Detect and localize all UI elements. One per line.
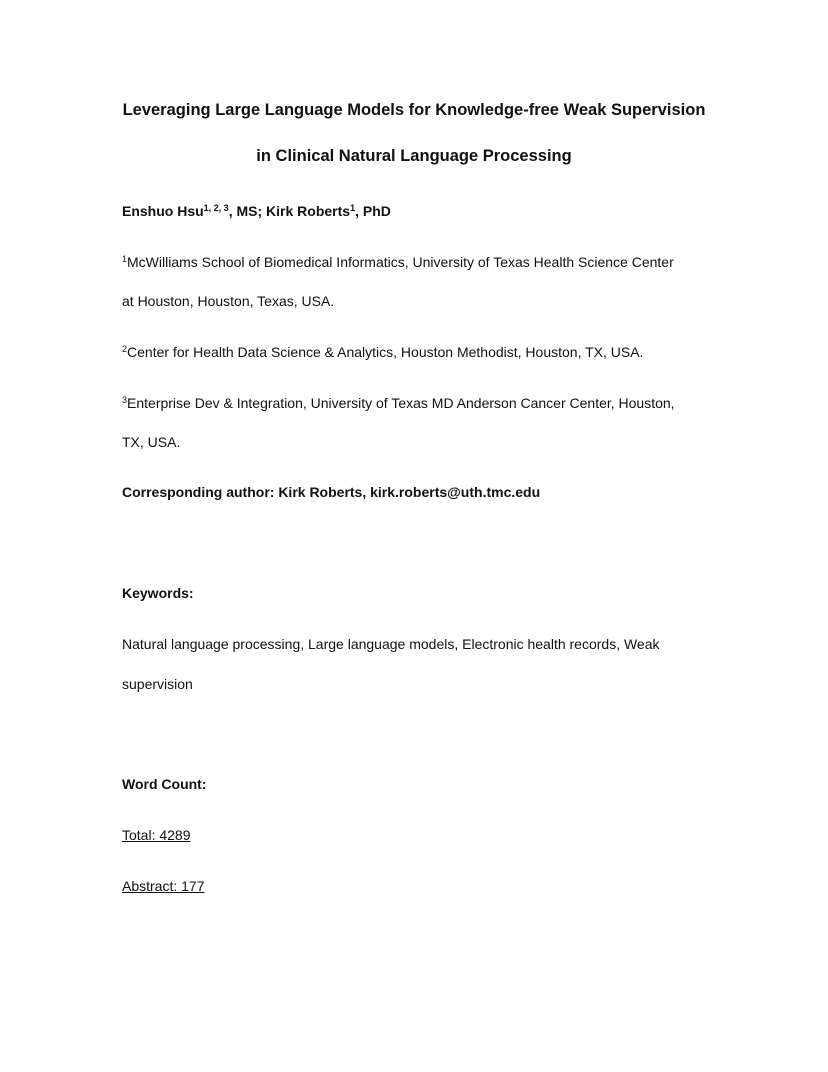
affiliation-2-text: Center for Health Data Science & Analytics, Houston Methodist, Houston, TX, USA.: [127, 344, 644, 360]
word-count-heading: Word Count:: [122, 776, 207, 792]
affiliation-3-mark: 3: [122, 395, 128, 405]
affiliation-1-text: McWilliams School of Biomedical Informatics, University of Texas Health Science Center: [127, 254, 674, 270]
paper-title-line-1: Leveraging Large Language Models for Knowledge-free Weak Supervision: [122, 101, 706, 119]
affiliation-2-mark: 2: [122, 344, 128, 354]
word-count-total: Total: 4289: [122, 827, 191, 843]
corresponding-author: Corresponding author: Kirk Roberts, kirk.roberts@uth.tmc.edu: [122, 484, 541, 500]
keywords-heading: Keywords:: [122, 585, 194, 601]
affiliation-2-line-1: [122, 343, 643, 361]
paper-title-line-2: in Clinical Natural Language Processing: [256, 147, 572, 165]
author-1-degree: , MS;: [228, 203, 267, 219]
author-line: [122, 202, 391, 220]
affiliation-3-line-1: [122, 394, 675, 412]
affiliation-1-line-1: [122, 253, 674, 271]
affiliation-1-line-2: at Houston, Houston, Texas, USA.: [122, 293, 335, 309]
affiliation-1-mark: 1: [122, 254, 128, 264]
author-2-name: Kirk Roberts: [266, 203, 351, 219]
keywords-line-2: supervision: [122, 676, 193, 692]
author-2-degree: , PhD: [355, 203, 391, 219]
word-count-abstract: Abstract: 177: [122, 878, 205, 894]
affiliation-3-line-2: TX, USA.: [122, 434, 181, 450]
keywords-line-1: Natural language processing, Large language models, Electronic health records, Weak: [122, 636, 660, 652]
affiliation-3-text: Enterprise Dev & Integration, University of Texas MD Anderson Cancer Center, Houston,: [127, 395, 675, 411]
author-2-affiliation-marks: 1: [350, 203, 356, 213]
author-1-affiliation-marks: 1, 2, 3: [203, 203, 229, 213]
author-1-name: Enshuo Hsu: [122, 203, 204, 219]
